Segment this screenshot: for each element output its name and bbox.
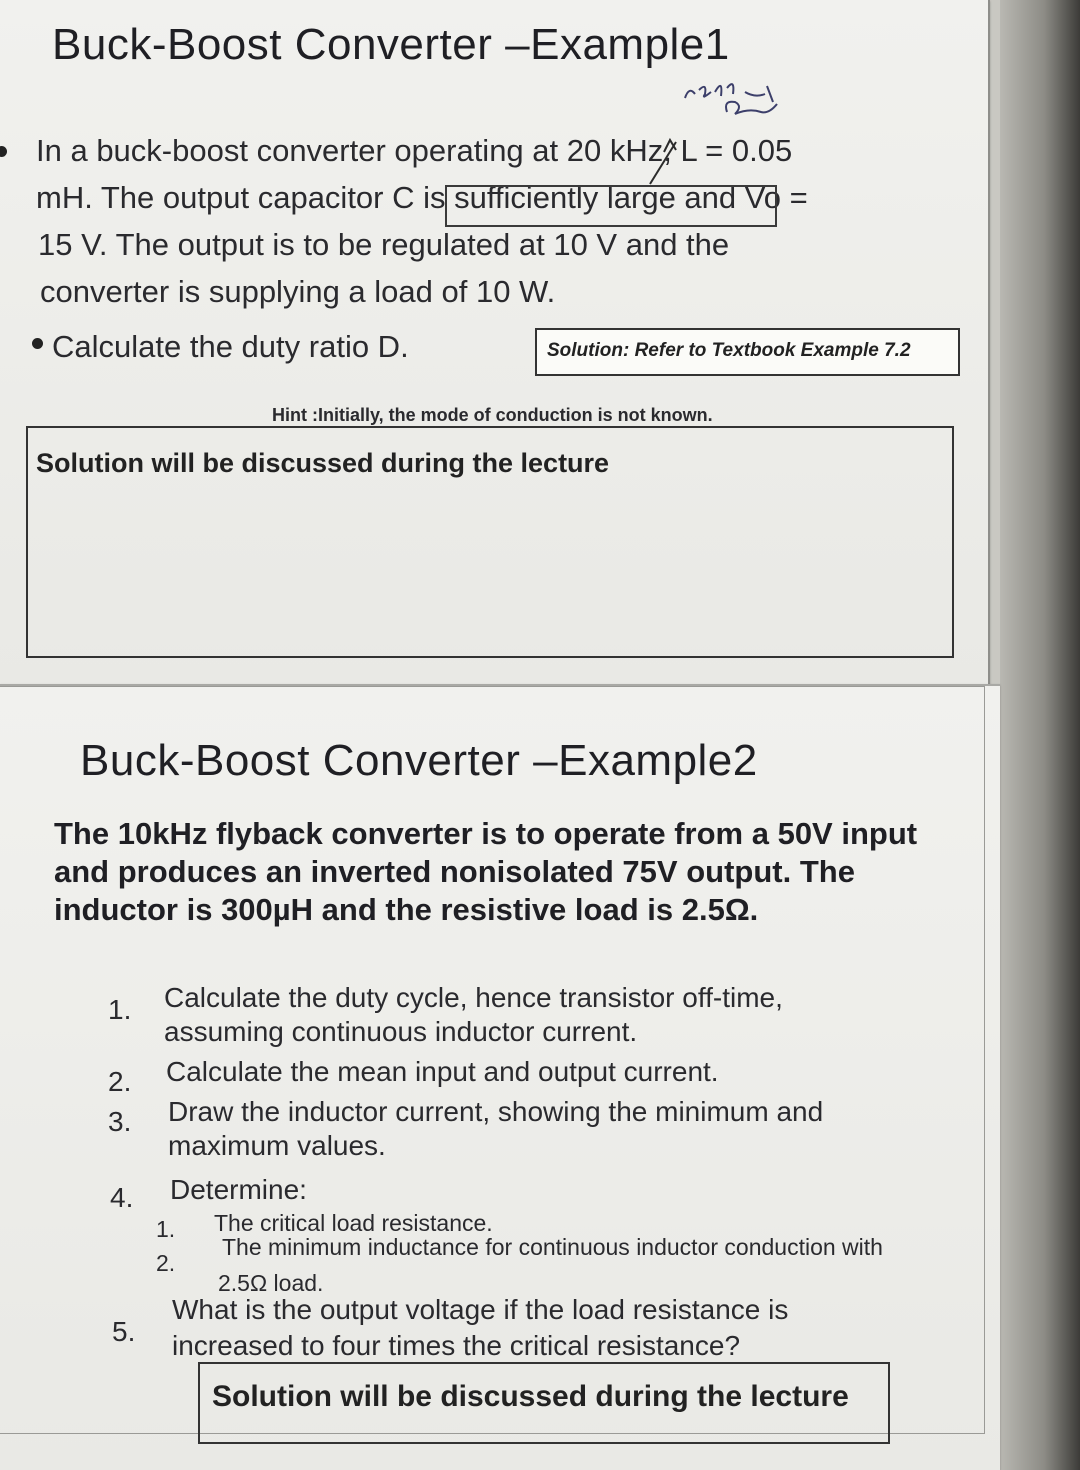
question-1-line-1: Calculate the duty cycle, hence transistor off-time, bbox=[164, 982, 783, 1013]
question-3-line-1: Draw the inductor current, showing the minimum and bbox=[168, 1096, 824, 1127]
subquestion-2-line-2: 2.5Ω load. bbox=[218, 1270, 324, 1296]
solution-note: Solution will be discussed during the lecture bbox=[212, 1380, 849, 1413]
example2-problem-line-3: inductor is 300µH and the resistive load is 2.5Ω. bbox=[54, 892, 759, 927]
example1-problem-line-1: In a buck-boost converter operating at 20 kHz, L = 0.05 bbox=[36, 133, 793, 168]
example1-problem-line-4: converter is supplying a load of 10 W. bbox=[40, 274, 556, 309]
subquestion-2-line-1: The minimum inductance for continuous inductor conduction with bbox=[222, 1234, 883, 1260]
example2-problem-line-2: and produces an inverted nonisolated 75V output. The bbox=[54, 854, 855, 889]
handwritten-annotation bbox=[665, 68, 805, 128]
example1-task: Calculate the duty ratio D. bbox=[52, 329, 409, 364]
question-number: 1. bbox=[108, 994, 132, 1025]
question-4-line-1: Determine: bbox=[170, 1174, 307, 1205]
example1-problem-line-2: mH. The output capacitor C is sufficiently large and Vo = bbox=[36, 180, 808, 215]
example2-problem-line-1: The 10kHz flyback converter is to operate from a 50V input bbox=[54, 816, 918, 851]
desk-edge bbox=[1000, 0, 1080, 1470]
question-1-line-2: assuming continuous inductor current. bbox=[164, 1016, 638, 1047]
solution-box bbox=[198, 1362, 890, 1444]
slide-example1 bbox=[0, 0, 990, 688]
example2-title: Buck-Boost Converter –Example2 bbox=[80, 736, 758, 785]
subquestion-1-line-1: The critical load resistance. bbox=[214, 1210, 493, 1236]
question-number: 5. bbox=[112, 1316, 136, 1347]
subquestion-number: 2. bbox=[156, 1250, 176, 1276]
bullet-dot bbox=[0, 146, 7, 157]
question-2-line-1: Calculate the mean input and output current. bbox=[166, 1056, 719, 1087]
question-number: 2. bbox=[108, 1066, 132, 1097]
solution-box bbox=[26, 426, 954, 658]
bullet-dot bbox=[32, 338, 43, 349]
solution-note: Solution will be discussed during the lecture bbox=[36, 448, 610, 478]
example1-problem-line-3: 15 V. The output is to be regulated at 10 V and the bbox=[38, 227, 730, 262]
handwritten-marks bbox=[440, 128, 790, 228]
example1-title: Buck-Boost Converter –Example1 bbox=[52, 20, 730, 69]
question-5-line-1: What is the output voltage if the load resistance is bbox=[172, 1294, 789, 1325]
reference-box bbox=[535, 328, 960, 376]
hint-text: Hint :Initially, the mode of conduction is not known. bbox=[272, 405, 713, 425]
question-5-line-2: increased to four times the critical resistance? bbox=[172, 1330, 741, 1361]
reference-text: Solution: Refer to Textbook Example 7.2 bbox=[547, 340, 911, 361]
subquestion-number: 1. bbox=[156, 1216, 176, 1242]
question-number: 3. bbox=[108, 1106, 132, 1137]
question-3-line-2: maximum values. bbox=[168, 1130, 386, 1161]
question-number: 4. bbox=[110, 1182, 134, 1213]
slide-example2 bbox=[0, 684, 1000, 1470]
